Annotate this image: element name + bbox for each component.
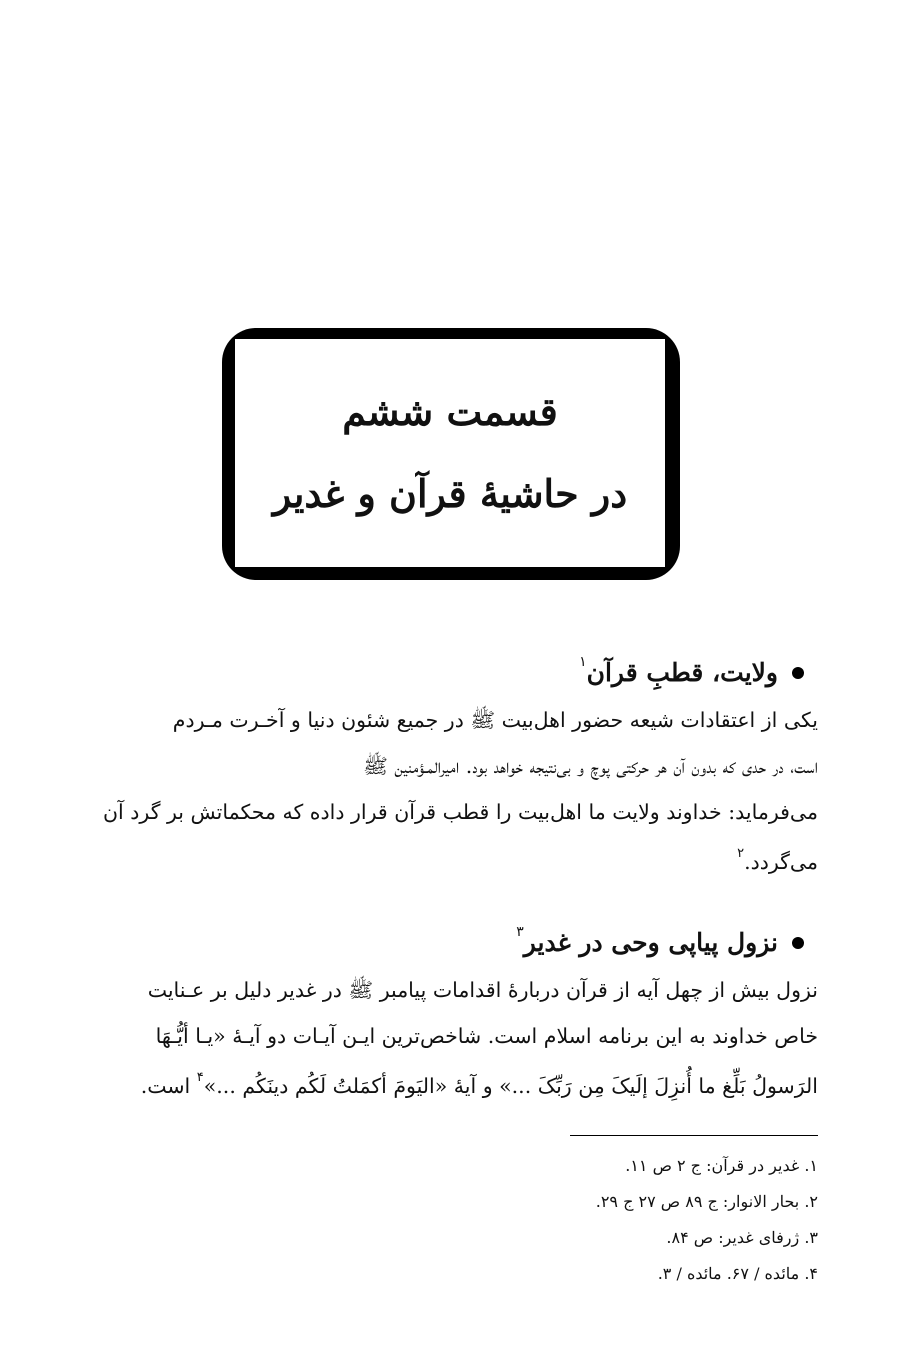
section-body bbox=[82, 697, 818, 885]
footnote-ref: ۴ bbox=[196, 1070, 204, 1085]
body-line-last bbox=[82, 835, 818, 885]
title-box bbox=[234, 338, 666, 568]
footnote-divider bbox=[570, 1135, 818, 1136]
body-line: نزول بیش از چهل آیه از قرآن دربارهٔ اقدامات پیامبر ﷺ در غدیر دلیل بر عـنایت bbox=[147, 978, 818, 1002]
footnote: ۳. ژرفای غدیر: ص ۸۴. bbox=[666, 1228, 818, 1247]
footnotes bbox=[318, 1148, 818, 1292]
bullet-icon bbox=[792, 937, 804, 949]
body-line: خاص خداوند به این برنامه اسلام است. شاخص‌ترین ایـن آیـات دو آیـهٔ «یـا أیُّـهَا bbox=[155, 1024, 818, 1048]
heading-text: ولایت، قطبِ قرآن bbox=[586, 658, 778, 687]
footnote: ۲. بحار الانوار: ج ۸۹ ص ۲۷ ج ۲۹. bbox=[595, 1192, 818, 1211]
footnote: ۴. مائده / ۶۷. مائده / ۳. bbox=[657, 1264, 818, 1283]
body-line: یکی از اعتقادات شیعه حضور اهل‌بیت ﷺ در جمیع شئون دنیا و آخـرت مـردم bbox=[172, 708, 818, 732]
heading-text: نزول پیاپی وحی در غدیر bbox=[523, 928, 778, 957]
footnote-ref: ۲ bbox=[737, 846, 745, 861]
section-heading bbox=[82, 653, 818, 687]
body-text: است. bbox=[140, 1073, 191, 1098]
part-subtitle: در حاشیهٔ قرآن و غدیر bbox=[272, 471, 628, 516]
section-velayat bbox=[82, 653, 818, 885]
body-text: الرَسولُ بَلِّغ ما أُنزِلَ إلَیکَ مِن رَبِّکَ ...» و آیهٔ «الیَومَ أکمَلتُ لَکُم دینَکُم ...» bbox=[203, 1073, 818, 1098]
section-ghadir bbox=[82, 923, 818, 1109]
body-line: است، در حدی که بدون آن هر حرکتی پوچ و بی‌نتیجه خواهد بود. امیرالمـؤمنین ﷺ bbox=[363, 754, 818, 778]
body-line: می‌فرماید: خداوند ولایت ما اهل‌بیت را قطب قرآن قرار داده که محکماتش بر گرد آن bbox=[103, 800, 818, 824]
section-heading bbox=[82, 923, 818, 957]
body-text: می‌گردد. bbox=[744, 849, 818, 874]
footnote-ref: ۳ bbox=[516, 923, 524, 940]
body-line-last bbox=[82, 1059, 818, 1109]
footnote-ref: ۱ bbox=[579, 653, 587, 670]
footnote: ۱. غدیر در قرآن: ج ۲ ص ۱۱. bbox=[625, 1156, 818, 1175]
section-body bbox=[82, 967, 818, 1109]
part-title: قسمت ششم bbox=[342, 389, 558, 434]
bullet-icon bbox=[792, 667, 804, 679]
